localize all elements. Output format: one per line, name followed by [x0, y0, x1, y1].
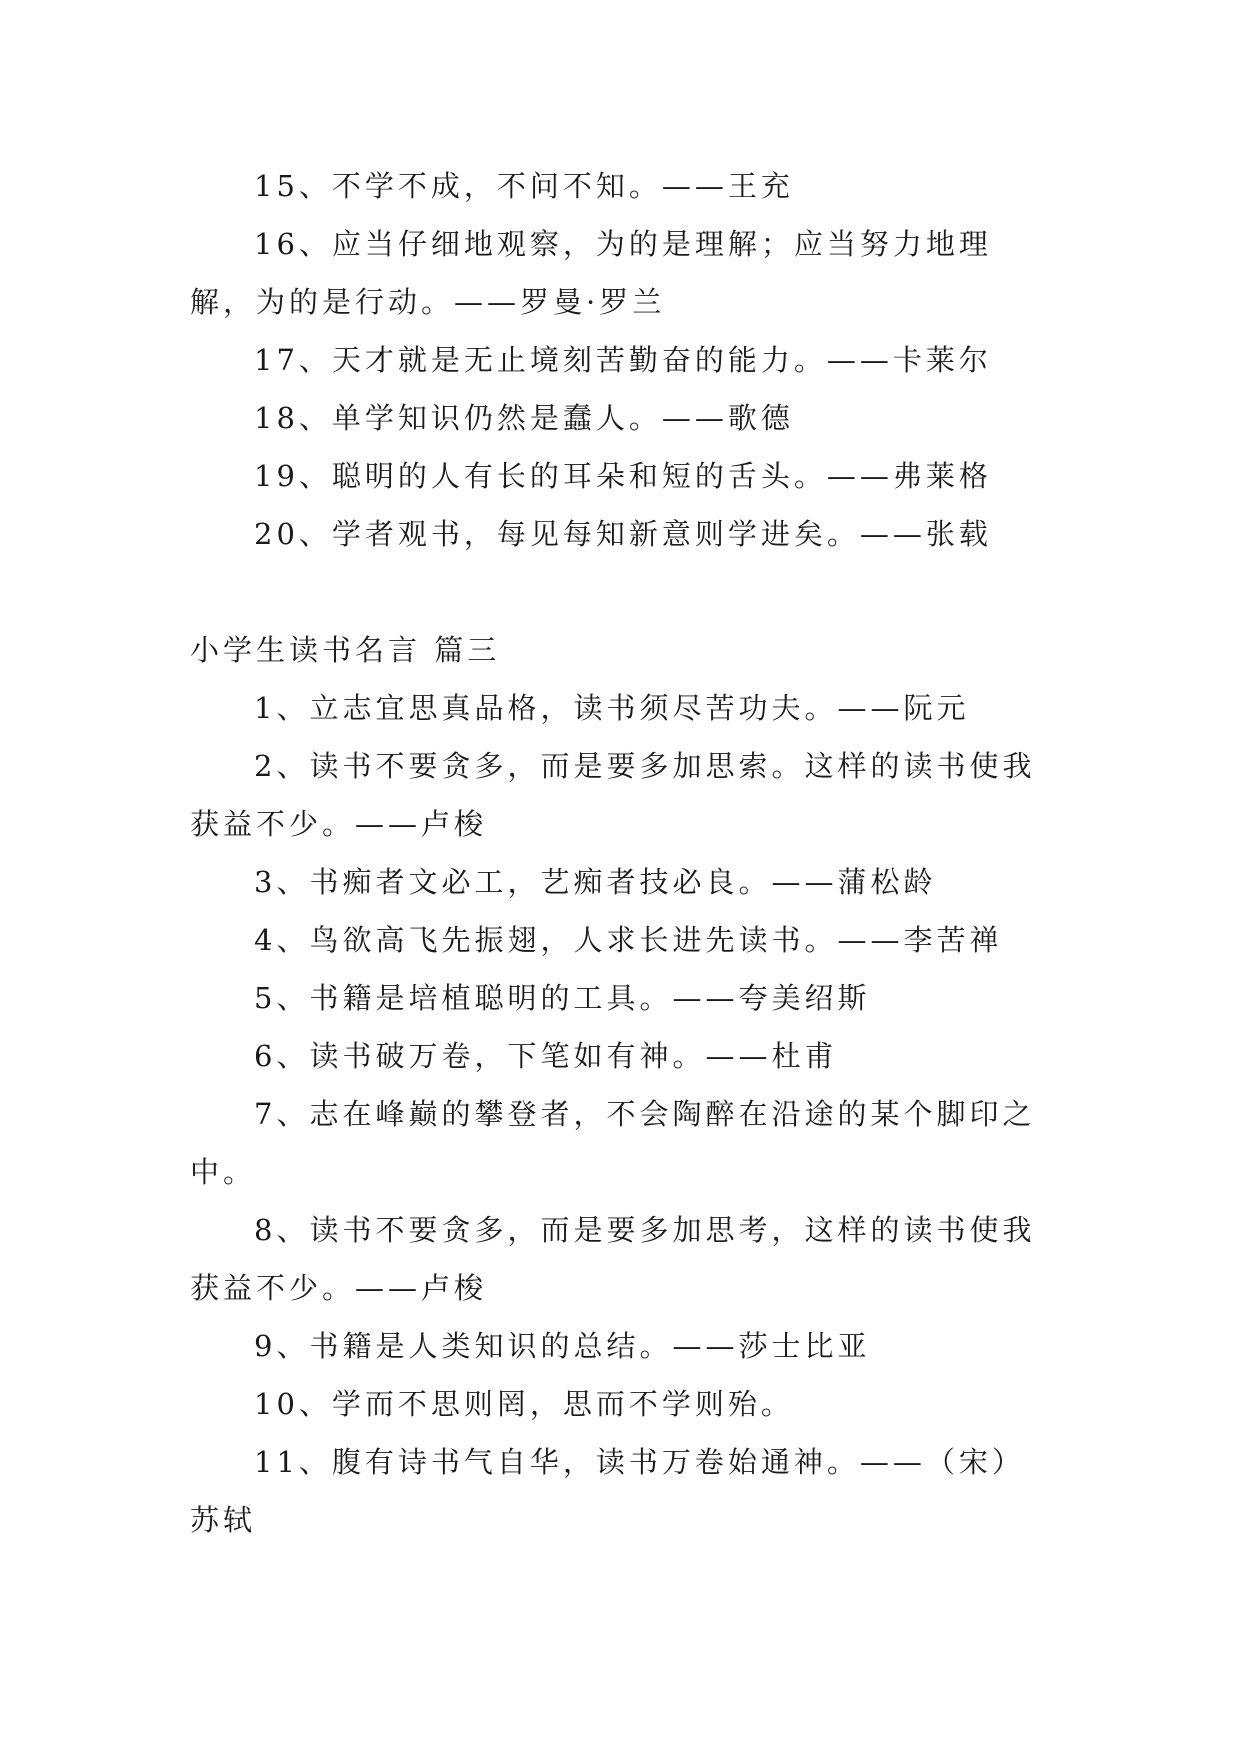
quote-list-section-one	[190, 157, 1050, 563]
quote-item: 19、聪明的人有长的耳朵和短的舌头。——弗莱格	[254, 459, 992, 493]
quote-item: 11、腹有诗书气自华，读书万卷始通神。——（宋）苏轼	[190, 1445, 1025, 1537]
section-heading: 小学生读书名言 篇三	[190, 633, 501, 667]
quote-item: 4、鸟欲高飞先振翅，人求长进先读书。——李苦禅	[254, 923, 1003, 957]
quote-item: 1、立志宜思真品格，读书须尽苦功夫。——阮元	[254, 691, 970, 725]
quote-item: 2、读书不要贪多，而是要多加思索。这样的读书使我获益不少。——卢梭	[190, 749, 1036, 841]
quote-item: 18、单学知识仍然是蠢人。——歌德	[254, 401, 794, 435]
quote-item: 7、志在峰巅的攀登者，不会陶醉在沿途的某个脚印之中。	[190, 1097, 1036, 1189]
quote-list-section-two	[190, 621, 1050, 1549]
quote-item: 8、读书不要贪多，而是要多加思考，这样的读书使我获益不少。——卢梭	[190, 1213, 1036, 1305]
quote-item: 3、书痴者文必工，艺痴者技必良。——蒲松龄	[254, 865, 937, 899]
quote-item: 10、学而不思则罔，思而不学则殆。	[254, 1387, 794, 1421]
quote-item: 6、读书破万卷，下笔如有神。——杜甫	[254, 1039, 838, 1073]
quote-item: 20、学者观书，每见每知新意则学进矣。——张载	[254, 517, 992, 551]
quote-item: 9、书籍是人类知识的总结。——莎士比亚	[254, 1329, 871, 1363]
quote-item: 15、不学不成，不问不知。——王充	[254, 169, 794, 203]
quote-item: 16、应当仔细地观察，为的是理解；应当努力地理解，为的是行动。——罗曼·罗兰	[190, 227, 992, 319]
quote-item: 5、书籍是培植聪明的工具。——夸美绍斯	[254, 981, 871, 1015]
quote-item: 17、天才就是无止境刻苦勤奋的能力。——卡莱尔	[254, 343, 992, 377]
